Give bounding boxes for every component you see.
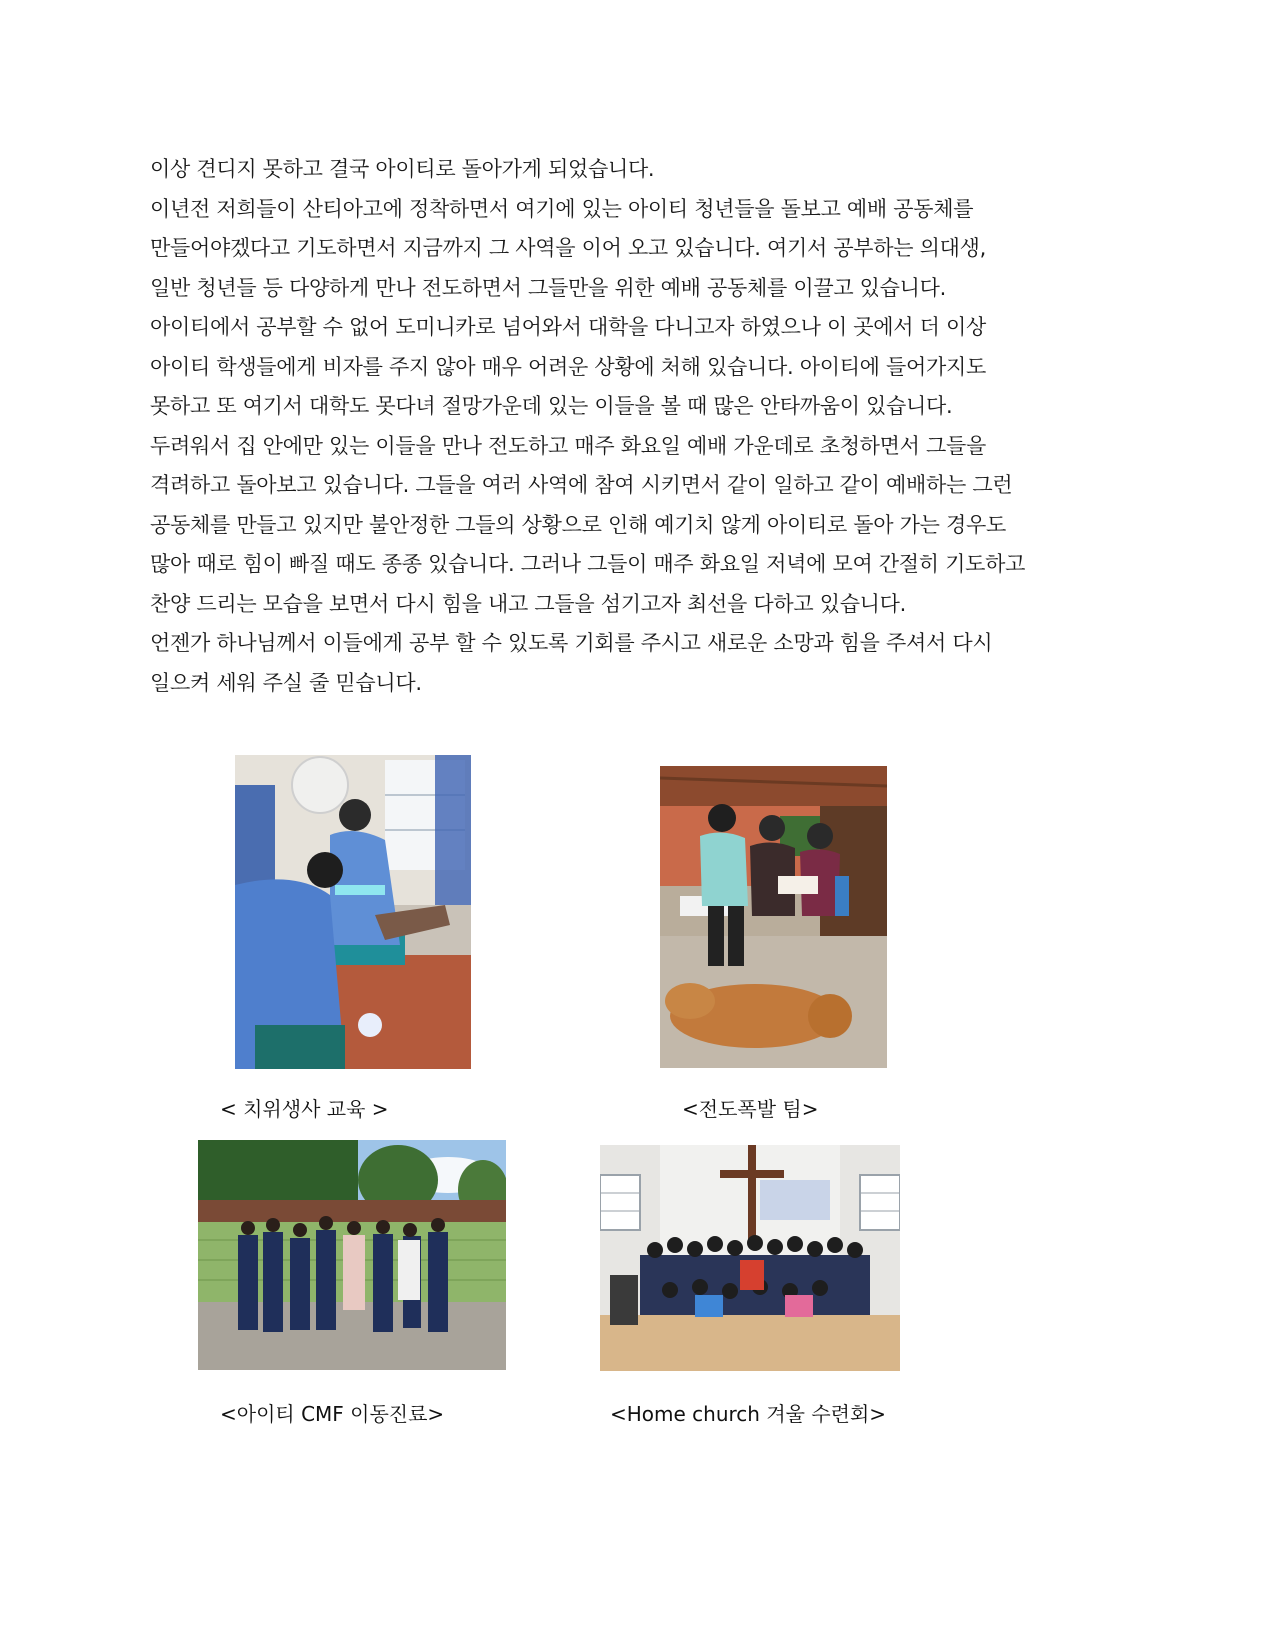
cmf-clinic-caption: <아이티 CMF 이동진료> [220,1402,445,1426]
body-line: 이상 견디지 못하고 결국 아이티로 돌아가게 되었습니다. [150,157,655,181]
body-line: 두려워서 집 안에만 있는 이들을 만나 전도하고 매주 화요일 예배 가운데로 초청하면서 그들을 [150,433,986,458]
body-line: 아이티 학생들에게 비자를 주지 않아 매우 어려운 상황에 처해 있습니다. 아이티에 들어가지도 [150,354,986,379]
body-line: 만들어야겠다고 기도하면서 지금까지 그 사역을 이어 오고 있습니다. 여기서 공부하는 의대생, [150,236,986,260]
body-line: 격려하고 돌아보고 있습니다. 그들을 여러 사역에 참여 시키면서 같이 일하고 같이 예배하는 그런 [150,473,1013,497]
body-line: 공동체를 만들고 있지만 불안정한 그들의 상황으로 인해 예기치 않게 아이티로 돌아 가는 경우도 [150,512,1006,537]
body-line: 찬양 드리는 모습을 보면서 다시 힘을 내고 그들을 섬기고자 최선을 다하고 있습니다. [150,591,907,616]
dental-training-caption: < 치위생사 교육 > [220,1097,389,1121]
body-line: 많아 때로 힘이 빠질 때도 종종 있습니다. 그러나 그들이 매주 화요일 저녁에 모여 간절히 기도하고 [150,552,1026,576]
body-line: 못하고 또 여기서 대학도 못다녀 절망가운데 있는 이들을 볼 때 많은 안타까움이 있습니다. [150,394,953,418]
retreat-caption: <Home church 겨울 수련회> [610,1402,887,1426]
retreat-photo [600,1145,900,1371]
evangelism-team-photo [660,766,887,1068]
body-line: 일으켜 세워 주실 줄 믿습니다. [150,670,422,695]
body-text [150,150,1130,703]
body-line: 일반 청년들 등 다양하게 만나 전도하면서 그들만을 위한 예배 공동체를 이끌고 있습니다. [150,275,946,300]
dental-training-photo [235,755,471,1069]
body-line: 이년전 저희들이 산티아고에 정착하면서 여기에 있는 아이티 청년들을 돌보고 예배 공동체를 [150,196,974,221]
cmf-clinic-photo [198,1140,506,1370]
body-line: 아이티에서 공부할 수 없어 도미니카로 넘어와서 대학을 다니고자 하였으나 이 곳에서 더 이상 [150,315,986,339]
evangelism-team-caption: <전도폭발 팀> [682,1097,819,1121]
body-line: 언젠가 하나님께서 이들에게 공부 할 수 있도록 기회를 주시고 새로운 소망과 힘을 주셔서 다시 [150,631,993,655]
